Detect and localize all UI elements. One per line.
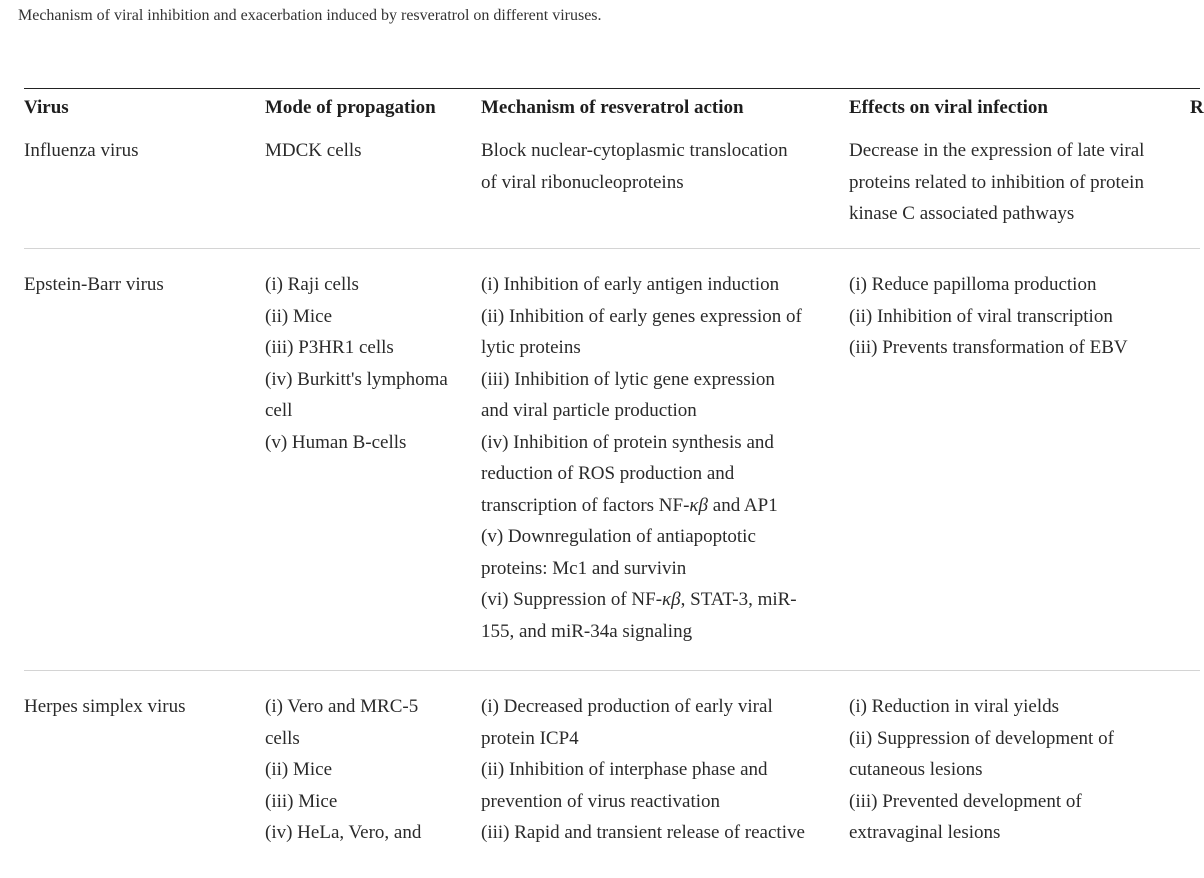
cell-line: (ii) Inhibition of early genes expression of xyxy=(481,305,802,327)
cell-propagation-hsv xyxy=(265,691,421,849)
cell-line: (iii) P3HR1 cells xyxy=(265,337,394,358)
cell-line: lytic proteins xyxy=(481,337,581,358)
cell-virus-influenza xyxy=(24,135,138,167)
column-header-propagation: Mode of propagation xyxy=(265,97,436,118)
cell-line: cells xyxy=(265,727,300,749)
cell-line: (iii) Prevents transformation of EBV xyxy=(849,337,1128,358)
cell-line: proteins: Mc1 and survivin xyxy=(481,557,687,579)
cell-effects-hsv xyxy=(849,691,1114,849)
cell-line: extravaginal lesions xyxy=(849,822,1001,843)
cell-line: (iv) Inhibition of protein synthesis and xyxy=(481,431,774,453)
cell-line: transcription of factors NF-κβ and AP1 xyxy=(481,494,778,516)
cell-line: (i) Inhibition of early antigen induction xyxy=(481,274,780,295)
cell-virus-hsv xyxy=(24,691,185,723)
cell-line: proteins related to inhibition of protein xyxy=(849,171,1144,193)
cell-line: (iii) Prevented development of xyxy=(849,790,1082,812)
cell-line: (i) Decreased production of early viral xyxy=(481,696,773,717)
cell-virus-ebv xyxy=(24,269,164,301)
cell-mechanism-ebv xyxy=(481,269,802,647)
row-divider xyxy=(24,670,1200,671)
cell-line: kinase C associated pathways xyxy=(849,203,1075,224)
cell-line: (v) Downregulation of antiapoptotic xyxy=(481,526,756,547)
cell-line: MDCK cells xyxy=(265,140,362,161)
cell-line: (vi) Suppression of NF-κβ, STAT-3, miR- xyxy=(481,589,797,610)
cell-line: (ii) Mice xyxy=(265,305,333,327)
column-header-mechanism: Mechanism of resveratrol action xyxy=(481,97,744,118)
cell-line: prevention of virus reactivation xyxy=(481,790,721,812)
cell-line: (i) Raji cells xyxy=(265,274,359,295)
cell-line: (iii) Inhibition of lytic gene expression xyxy=(481,368,775,390)
cell-line: (i) Reduction in viral yields xyxy=(849,696,1060,717)
cell-line: and viral particle production xyxy=(481,400,697,421)
column-header-virus: Virus xyxy=(24,97,69,118)
cell-line: cell xyxy=(265,400,293,421)
cell-line: Influenza virus xyxy=(24,140,139,161)
cell-line: of viral ribonucleoproteins xyxy=(481,171,684,193)
cell-propagation-influenza xyxy=(265,135,362,167)
cell-line: (iii) Mice xyxy=(265,790,338,812)
cell-line: Block nuclear-cytoplasmic translocation xyxy=(481,140,788,161)
cell-propagation-ebv xyxy=(265,269,448,458)
column-header-effects: Effects on viral infection xyxy=(849,97,1048,118)
cell-line: (v) Human B-cells xyxy=(265,431,407,453)
cell-line: 155, and miR-34a signaling xyxy=(481,620,693,642)
cell-line: cutaneous lesions xyxy=(849,759,983,780)
cell-line: (iv) Burkitt's lymphoma xyxy=(265,368,448,390)
data-table xyxy=(0,88,1204,878)
column-header-reference: R xyxy=(1190,97,1204,118)
cell-effects-influenza xyxy=(849,135,1144,230)
cell-line: (ii) Inhibition of interphase phase and xyxy=(481,759,768,780)
cell-line: Epstein-Barr virus xyxy=(24,274,164,295)
cell-line: protein ICP4 xyxy=(481,727,579,749)
row-divider xyxy=(24,248,1200,249)
cell-effects-ebv xyxy=(849,269,1128,364)
cell-line: (iii) Rapid and transient release of reactive xyxy=(481,822,805,843)
cell-line: Herpes simplex virus xyxy=(24,696,186,717)
header-rule xyxy=(24,88,1200,89)
cell-line: (ii) Suppression of development of xyxy=(849,727,1114,749)
cell-line: (ii) Mice xyxy=(265,759,333,780)
cell-line: (i) Vero and MRC-5 xyxy=(265,696,419,717)
cell-line: reduction of ROS production and xyxy=(481,463,735,484)
cell-mechanism-influenza xyxy=(481,135,788,198)
cell-line: Decrease in the expression of late viral xyxy=(849,140,1145,161)
cell-mechanism-hsv xyxy=(481,691,805,849)
cell-line: (iv) HeLa, Vero, and xyxy=(265,822,422,843)
cell-line: (i) Reduce papilloma production xyxy=(849,274,1097,295)
cell-line: (ii) Inhibition of viral transcription xyxy=(849,305,1113,327)
table-caption: Mechanism of viral inhibition and exacerbation induced by resveratrol on different viruses. xyxy=(18,7,602,24)
